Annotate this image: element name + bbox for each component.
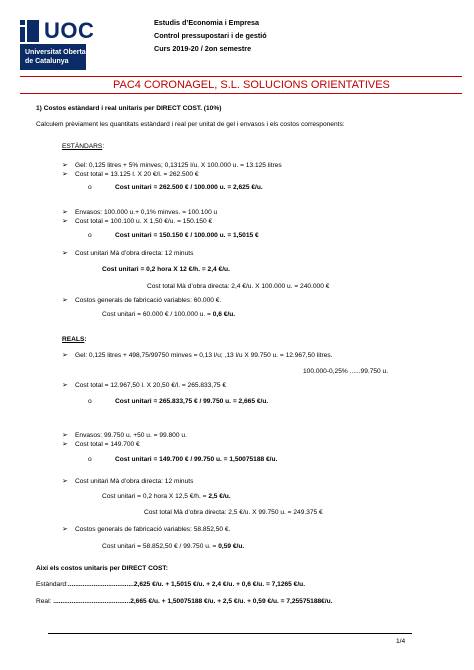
uoc-logo: [20, 18, 100, 68]
summary-heading: Així els costos unitaris per DIRECT COST:: [36, 565, 168, 572]
header-course: Estudis d’Economia i Empresa: [154, 18, 260, 27]
real-env-unit-cost: Cost unitari = 149.700 € / 99.750 u. = 1,50075188 €/u.: [115, 456, 278, 463]
title-rule-top: [20, 76, 462, 77]
reals-label-colon: :: [84, 336, 87, 343]
standards-label-text: ESTÀNDARS: [62, 143, 103, 150]
std-mo-line: Cost unitari Mà d’obra directa: 12 minuts: [75, 250, 194, 257]
summary-real-values: 2,665 €/u. + 1,50075188 €/u. + 2,5 €/u. + 0,59 €/u. = 7,25575188€/u.: [130, 598, 333, 605]
arrow-bullet-icon: ➢: [62, 250, 68, 257]
std-mo-unit-val: 2,4 €/u.: [207, 266, 230, 273]
std-gel-cost: Cost total = 13.125 l. X 20 €/l. = 262.500 €: [75, 171, 199, 178]
arrow-bullet-icon: ➢: [62, 441, 68, 448]
real-mo-unit-val: 2,5 €/u.: [208, 493, 231, 500]
reals-label-text: REALS: [62, 336, 85, 343]
logo-institution-line1: Universitat Oberta: [25, 49, 86, 56]
std-gel-line: Gel: 0,125 litres + 5% minves; 0,13125 l/u. X 100.000 u. = 13.125 litres: [75, 162, 282, 169]
reals-label: [62, 336, 87, 343]
header-term: Curs 2019-20 / 2on semestre: [154, 44, 252, 53]
section-intro: Calculem prèviament les quantitats estàndard i real per unitat de gel i envasos i els costos corresponents:: [36, 121, 345, 128]
std-cg-unit-val: 0,6 €/u.: [212, 311, 236, 318]
summary-real-label: Real:: [36, 598, 52, 605]
standards-label: [62, 143, 104, 150]
real-mo-total: Cost total Mà d’obra directa: 2,5 €/u. X 99.750 u. = 249.375 €: [144, 509, 323, 516]
real-gel-cost: Cost total = 12.967,50 l. X 20,50 €/l. = 265.833,75 €: [75, 382, 227, 389]
std-env-unit-cost: Cost unitari = 150.150 € / 100.000 u. = 1,5015 €: [115, 232, 259, 239]
header-subject: Control pressupostari i de gestió: [154, 31, 267, 40]
real-env-cost: Cost total = 149.700 €: [75, 441, 140, 448]
real-gel-unit-cost: Cost unitari = 265.833,75 € / 99.750 u. = 2,665 €/u.: [115, 398, 269, 405]
footer-rule: [48, 633, 412, 634]
real-gel-pct: 100.000-0,25% ......99.750 u.: [303, 368, 389, 375]
std-mo-total: Cost total Mà d’obra directa: 2,4 €/u. X 100.000 u. = 240.000 €: [147, 283, 330, 290]
arrow-bullet-icon: ➢: [62, 171, 68, 178]
std-cg-unit-pre: Cost unitari = 60.000 € / 100.000 u. =: [102, 311, 213, 318]
summary-real-dots: ..........................................: [51, 598, 131, 605]
real-cg-unit-cost: [102, 543, 244, 550]
arrow-bullet-icon: ➢: [62, 478, 68, 485]
real-mo-unit-pre: Cost unitari = 0,2 hora X 12,5 €/h. =: [102, 493, 209, 500]
std-mo-unit-cost: [102, 266, 230, 273]
logo-institution-line2: de Catalunya: [25, 58, 69, 65]
std-cg-line: Costos generals de fabricació variables: 60.000 €.: [75, 297, 222, 304]
arrow-bullet-icon: ➢: [62, 162, 68, 169]
std-cg-unit-cost: [102, 311, 235, 318]
arrow-bullet-icon: ➢: [62, 209, 68, 216]
arrow-bullet-icon: ➢: [62, 432, 68, 439]
section-heading: 1) Costos estàndard i real unitaris per DIRECT COST. (10%): [36, 105, 222, 112]
arrow-bullet-icon: ➢: [62, 297, 68, 304]
arrow-bullet-icon: ➢: [62, 526, 68, 533]
summary-standard: [36, 581, 305, 588]
real-cg-line: Costos generals de fabricació variables: 58.852,50 €.: [75, 526, 231, 533]
circle-bullet-icon: o: [88, 398, 92, 405]
std-env-line: Envasos: 100.000 u.+ 0,1% minves. = 100.100 u: [75, 209, 218, 216]
circle-bullet-icon: o: [88, 184, 92, 191]
summary-standard-dots: ....................................: [67, 581, 134, 588]
arrow-bullet-icon: ➢: [62, 352, 68, 359]
real-gel-line: Gel: 0,125 litres + 498,75/99750 minves = 0,13 l/u; ,13 l/u X 99.750 u. = 12.967,50 litres.: [75, 352, 333, 359]
arrow-bullet-icon: ➢: [62, 382, 68, 389]
summary-standard-label: Estàndard:: [36, 581, 68, 588]
circle-bullet-icon: o: [88, 232, 92, 239]
std-mo-unit-pre: Cost unitari = 0,2 hora X 12 €/h. =: [102, 266, 208, 273]
real-mo-line: Cost unitari Mà d’obra directa: 12 minuts: [75, 478, 194, 485]
standards-label-colon: :: [102, 143, 105, 150]
logo-mark-icon: [20, 20, 40, 42]
logo-wordmark: UOC: [44, 18, 95, 43]
summary-standard-values: 2,625 €/u. + 1,5015 €/u. + 2,4 €/u. + 0,6 €/u. = 7,1265 €/u.: [133, 581, 306, 588]
page-number: 1/4: [396, 638, 406, 645]
circle-bullet-icon: o: [88, 456, 92, 463]
summary-real: [36, 598, 333, 605]
real-cg-unit-pre: Cost unitari = 58.852,50 € / 99.750 u. =: [102, 543, 219, 550]
real-mo-unit-cost: [102, 493, 231, 500]
std-gel-unit-cost: Cost unitari = 262.500 € / 100.000 u. = 2,625 €/u.: [115, 184, 263, 191]
page-title: PAC4 CORONAGEL, S.L. SOLUCIONS ORIENTATIVES: [113, 79, 390, 91]
arrow-bullet-icon: ➢: [62, 218, 68, 225]
logo-institution-box: [20, 44, 86, 70]
real-env-line: Envasos: 99.750 u. +50 u. = 99.800 u.: [75, 432, 187, 439]
std-env-cost: Cost total = 100.100 u. X 1,50 €/u. = 150.150 €: [75, 218, 213, 225]
real-cg-unit-val: 0,59 €/u.: [218, 543, 245, 550]
title-rule-bottom: [20, 93, 462, 94]
